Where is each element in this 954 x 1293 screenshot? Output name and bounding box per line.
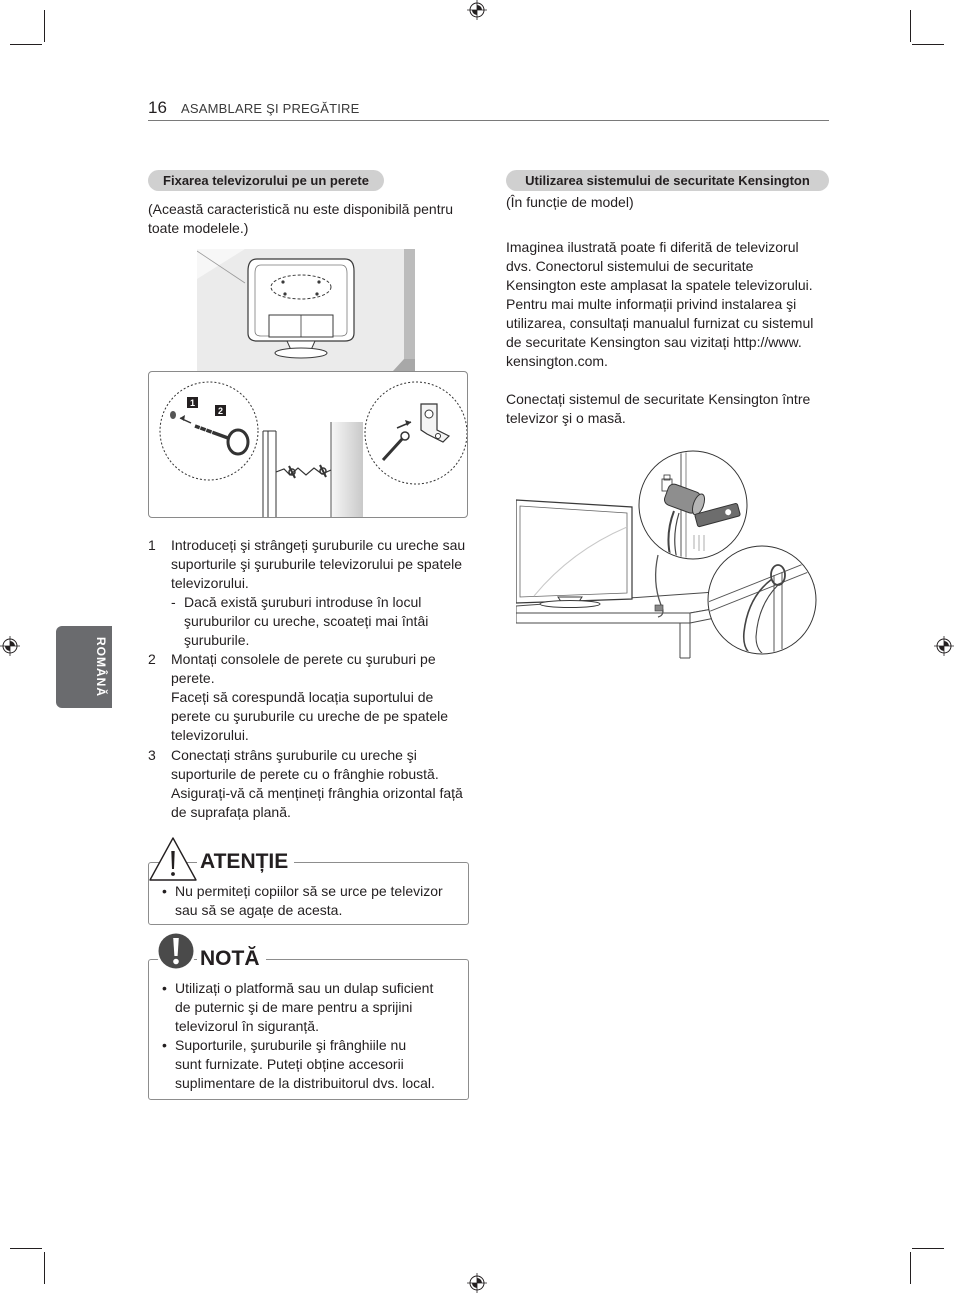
registration-mark-icon (0, 636, 20, 656)
text-line: Utilizați o platformă sau un dulap suficient (175, 979, 434, 996)
text-line: Montați consolele de perete cu şuruburi pe (171, 651, 436, 668)
text-line: Faceți să corespundă locația suportului de (171, 689, 434, 706)
text-line: suporturile de perete cu o frânghie robustă. (171, 765, 439, 782)
registration-mark-icon (467, 0, 487, 20)
text-line: televizor şi o masă. (506, 409, 626, 426)
crop-mark-bottom-right-v (910, 1252, 911, 1284)
caution-list (148, 882, 468, 920)
tv-wall-illustration (197, 249, 415, 371)
bullet: • (162, 1036, 167, 1053)
crop-mark-bottom-right-h (912, 1248, 944, 1249)
crop-mark-bottom-left-h (10, 1248, 42, 1249)
text-line: suplimentare de la distribuitorul dvs. local. (175, 1074, 435, 1091)
note-item (148, 979, 468, 1036)
step-item (148, 536, 478, 651)
text-line: Conectați sistemul de securitate Kensington între (506, 390, 811, 407)
kensington-lock-illustration (516, 447, 831, 659)
kensington-paragraph-1 (506, 238, 813, 372)
caution-item (148, 882, 468, 920)
section-title: ASAMBLARE ŞI PREGĂTIRE (181, 101, 360, 116)
step-subitem (171, 593, 478, 650)
text-line: Introduceți şi strângeți şuruburile cu ureche sau (171, 536, 466, 553)
step-item (148, 746, 478, 822)
wall-bracket (421, 404, 449, 442)
text-line: toate modelele.) (148, 219, 249, 236)
crop-mark-top-left-v (44, 10, 45, 42)
exclamation-circle-icon (156, 931, 196, 971)
kensington-paragraph-2 (506, 390, 810, 428)
text-line: (Această caracteristică nu este disponibilă pentru (148, 200, 454, 217)
crop-mark-bottom-left-v (44, 1252, 45, 1284)
note-list (148, 979, 468, 1094)
tv-front (516, 500, 632, 608)
text-line: Nu permiteți copiilor să se urce pe televizor (175, 882, 443, 899)
text-line: kensington.com. (506, 353, 608, 370)
bullet: • (162, 979, 167, 996)
caution-title: ATENȚIE (197, 849, 294, 875)
section-heading-wall-mount: Fixarea televizorului pe un perete (148, 170, 384, 191)
eye-bolt (195, 425, 248, 454)
language-tab-label: ROMÂNĂ (94, 637, 108, 697)
text-line: Asigurați-vă că mențineți frânghia orizontal față (171, 784, 463, 801)
language-tab (56, 626, 112, 708)
step-number: 3 (148, 746, 156, 763)
text-line: suporturile şi şuruburile televizorului pe spatele (171, 555, 463, 572)
note-item (148, 1036, 468, 1093)
crop-mark-top-left-h (10, 44, 42, 45)
warning-triangle-icon (148, 836, 198, 882)
text-line: dvs. Conectorul sistemului de securitate (506, 257, 754, 274)
note-title: NOTĂ (197, 946, 266, 972)
sub-marker: - (171, 593, 176, 610)
text-line: de puternic şi de mare pentru a sprijini (175, 998, 413, 1015)
text-line: sau să se agațe de acesta. (175, 901, 343, 918)
text-line: Pentru mai multe informații privind instalarea şi (506, 295, 797, 312)
text-line: de securitate Kensington sau vizitați http://www. (506, 333, 802, 350)
kensington-subheading (506, 193, 634, 212)
registration-mark-icon (467, 1273, 487, 1293)
text-line: şuruburilor cu ureche, scoateți mai întâi (184, 612, 429, 629)
bullet: • (162, 882, 167, 899)
text-line: Imaginea ilustrată poate fi diferită de televizorul (506, 238, 799, 255)
wall-mount-steps (148, 536, 478, 822)
step-number: 1 (148, 536, 156, 553)
text-line: Suporturile, şuruburile şi frânghiile nu (175, 1036, 407, 1053)
text-line: televizorul în siguranță. (175, 1017, 319, 1034)
crop-mark-top-right-v (910, 10, 911, 42)
text-line: perete. (171, 670, 215, 687)
step-number: 2 (148, 651, 156, 668)
wall-screw (383, 432, 409, 460)
page-number: 16 (148, 98, 167, 117)
mounting-detail-illustration (149, 372, 467, 517)
section-heading-kensington: Utilizarea sistemului de securitate Kensington (506, 170, 829, 191)
text-line: perete cu şuruburile cu ureche de pe spatele (171, 708, 449, 725)
text-line: de suprafața plană. (171, 803, 291, 820)
wall-mount-intro (148, 200, 453, 238)
text-line: Dacă există şuruburi introduse în locul (184, 593, 422, 610)
step-badge-1: 1 (189, 398, 196, 408)
step-badge-2: 2 (217, 406, 224, 416)
registration-mark-icon (934, 636, 954, 656)
header-rule (148, 120, 829, 121)
crop-mark-top-right-h (912, 44, 944, 45)
step-item (148, 650, 478, 745)
text-line: Kensington este amplasat la spatele televizorului. (506, 276, 813, 293)
text-line: şuruburile. (184, 631, 250, 648)
text-line: sunt furnizate. Puteți obține accesorii (175, 1055, 404, 1072)
text-line: (În funcție de model) (506, 193, 634, 210)
text-line: televizorului. (171, 574, 249, 591)
text-line: utilizarea, consultați manualul furnizat cu sistemul (506, 314, 814, 331)
text-line: Conectați strâns şuruburile cu ureche şi (171, 746, 417, 763)
text-line: televizorului. (171, 727, 249, 744)
mounting-detail-figure (148, 371, 468, 518)
